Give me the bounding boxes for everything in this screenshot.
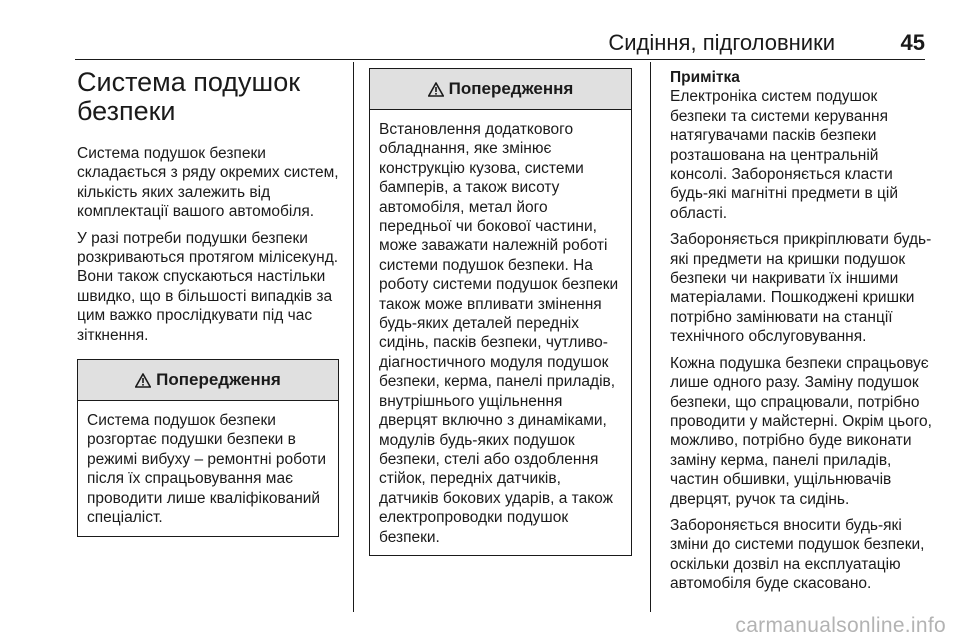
paragraph: Забороняється вносити будь-які зміни до системи подушок безпеки, оскільки дозвіл на експлуатацію автомобіля буде скасовано. xyxy=(670,516,925,593)
warning-box xyxy=(369,68,632,556)
warning-text: Встановлення додаткового обладнання, яке змінює конструкцію кузова, системи бамперів, а також висоту автомобіля, метал його передньої чи бокової частини, може заважати належній роботі системи подушок безпеки. На роботу системи подушок безпеки також може впливати змінення будь-яких деталей передніх сидінь, пасків безпеки, чутливо-діагностичного модуля подушок безпеки, керма, панелі приладів, внутрішнього ущільнення дверцят включно з динаміками, модулів будь-яких подушок безпеки, стелі або оздоблення стійок, передніх датчиків, датчиків бокових ударів, а також електропроводки подушок безпеки. xyxy=(379,121,619,546)
warning-text: Система подушок безпеки розгортає подушки безпеки в режимі вибуху – ремонтні роботи після їх спрацьовування має проводити лише кваліфікований спеціаліст. xyxy=(87,412,327,527)
paragraph: Кожна подушка безпеки спрацьовує лише одного разу. Заміну подушок безпеки, що спрацювали, потрібно проводити у майстерні. Окрім цього, можливо, потрібно буде виконати заміну керма, панелі приладів, частин обшивки, ущільнювачів дверцят, ручок та сидінь. xyxy=(670,354,932,508)
note-heading: Примітка xyxy=(670,69,740,86)
warning-header xyxy=(78,360,338,401)
warning-header xyxy=(370,69,631,110)
note-text: Електроніка систем подушок безпеки та системи керування натягувачами пасків безпеки розташована на центральній консолі. Забороняється класти будь-які магнітні предмети в цій області. xyxy=(670,88,899,222)
chapter-title: Сидіння, підголовники xyxy=(608,30,835,55)
column-middle xyxy=(369,68,632,556)
warning-heading: Попередження xyxy=(156,370,281,390)
warning-triangle-icon xyxy=(428,82,444,97)
paragraph: У разі потреби подушки безпеки розкриваються протягом мілісекунд. Вони також спускаються настільки швидко, що в більшості випадків за цим важко прослідкувати під час зіткнення. xyxy=(77,229,339,344)
page-number: 45 xyxy=(900,30,925,55)
header-rule xyxy=(75,59,925,60)
column-divider-left xyxy=(353,62,354,612)
paragraph: Забороняється прикріплювати будь-які предмети на кришки подушок безпеки чи накривати їх іншими матеріалами. Пошкоджені кришки потрібно замінювати на станції технічного обслуговування. xyxy=(670,231,932,346)
column-right xyxy=(670,68,932,601)
column-divider-right xyxy=(650,62,651,612)
watermark: carmanualsonline.info xyxy=(735,614,946,637)
section-title: Система подушок безпеки xyxy=(77,67,301,126)
warning-box xyxy=(77,359,339,536)
warning-heading: Попередження xyxy=(448,79,574,98)
warning-triangle-icon xyxy=(135,373,151,388)
paragraph: Система подушок безпеки складається з ряду окремих систем, кількість яких залежить від комплектації вашого автомобіля. xyxy=(77,145,339,221)
column-left xyxy=(77,68,339,537)
